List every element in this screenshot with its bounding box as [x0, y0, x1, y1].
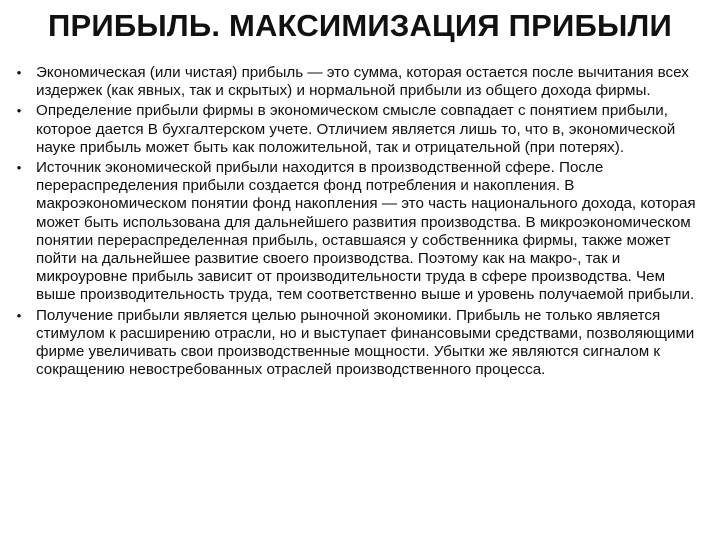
bullet-list: [12, 64, 704, 381]
bullet-text: Определение прибыли фирмы в экономическом смысле совпадает с понятием прибыли, которое дается В бухгалтерском учете. Отличием является лишь то, что в, экономической науке прибыль может быть как положительной, так и отрицательной (при потерях).: [36, 102, 676, 156]
bullet-dot-icon: •: [16, 160, 22, 176]
bullet-text: Получение прибыли является целью рыночной экономики. Прибыль не только является стимулом к расширению отрасли, но и выступает финансовыми средствами, позволяющими фирме увеличивать свои производственные мощности. Убытки же являются сигналом к сокращению невостребованных отраслей производственного процесса.: [36, 306, 695, 379]
bullet-item-goal: [12, 307, 704, 380]
bullet-dot-icon: •: [16, 65, 22, 80]
bullet-item-definition: [12, 102, 704, 157]
slide-title: ПРИБЫЛЬ. МАКСИМИЗАЦИЯ ПРИБЫЛИ: [48, 8, 672, 43]
bullet-item-source: [12, 159, 704, 305]
bullet-dot-icon: •: [16, 307, 22, 323]
bullet-dot-icon: •: [16, 103, 22, 119]
bullet-text: Экономическая (или чистая) прибыль — это сумма, которая остается после вычитания всех издержек (как явных, так и скрытых) и нормальной прибыли из общего дохода фирмы.: [36, 64, 689, 100]
bullet-text: Источник экономической прибыли находится в производственной сфере. После перераспределения прибыли создается фонд потребления и накопления. В макроэкономическом понятии фонд накопления — это часть национального дохода, которая может быть использована для дальнейшего развития производства. В микроэкономическом понятии перераспределенная прибыль, оставшаяся у собственника фирмы, также может пойти на дальнейшее развитие своего производства. Поэтому как на макро-, так и микроуровне прибыль зависит от производительности труда в сфере производства. Чем выше производительность труда, тем соответственно выше и уровень получаемой прибыли.: [36, 159, 696, 304]
bullet-item-economic-profit: [12, 64, 704, 100]
